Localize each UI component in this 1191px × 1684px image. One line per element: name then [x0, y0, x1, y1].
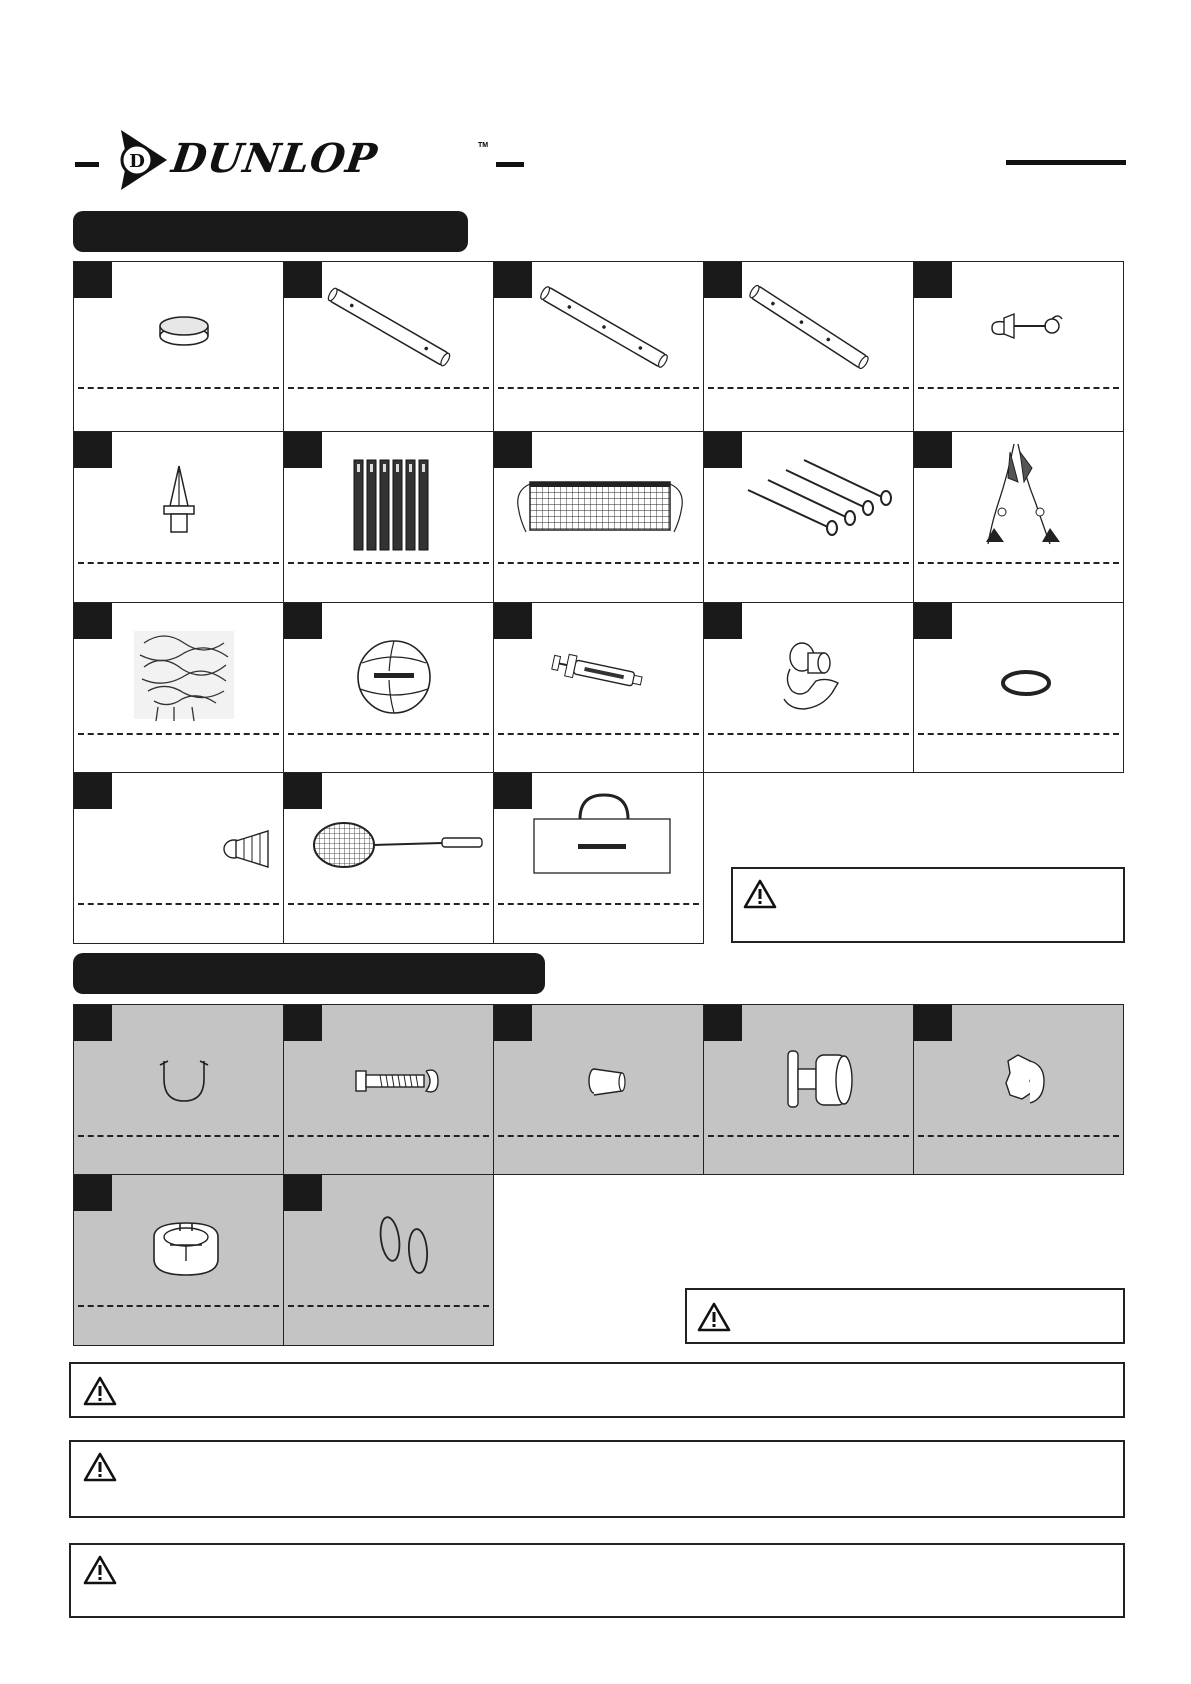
- part-cell-12: [283, 602, 494, 773]
- warning-icon: [743, 879, 777, 909]
- label-divider: [78, 733, 279, 735]
- sleeve-icon: [494, 1005, 705, 1135]
- shuttlecock-icon: [74, 773, 285, 903]
- warning-icon: [83, 1376, 117, 1406]
- warning-box-1: [69, 1362, 1125, 1418]
- ground-spike-icon: [74, 432, 285, 562]
- label-divider: [78, 387, 279, 389]
- guy-ropes-icon: [914, 432, 1125, 562]
- part-cell-11: [73, 602, 284, 773]
- pole-tube-icon: [494, 262, 705, 392]
- part-cell-18: [493, 772, 704, 944]
- part-cell-10: [913, 431, 1124, 603]
- trademark: TM: [478, 142, 489, 149]
- label-divider: [708, 1135, 909, 1137]
- boundary-rope-icon: [74, 603, 285, 733]
- label-divider: [708, 733, 909, 735]
- label-divider: [918, 562, 1119, 564]
- label-divider: [288, 903, 489, 905]
- hook-clip-icon: [914, 262, 1125, 392]
- label-divider: [708, 387, 909, 389]
- logo-rule-right: [496, 162, 524, 167]
- hardware-cell-7: [283, 1174, 494, 1346]
- ground-stakes-icon: [704, 432, 915, 562]
- label-divider: [78, 1135, 279, 1137]
- pump-icon: [494, 603, 705, 733]
- part-cell-17: [283, 772, 494, 944]
- pole-tube-icon: [284, 262, 495, 392]
- label-divider: [498, 562, 699, 564]
- warning-icon: [83, 1555, 117, 1585]
- warning-box-2: [69, 1440, 1125, 1518]
- part-cell-2: [283, 261, 494, 432]
- label-divider: [708, 562, 909, 564]
- label-divider: [498, 387, 699, 389]
- part-cell-8: [493, 431, 704, 603]
- svg-text:D: D: [129, 151, 145, 172]
- part-cell-3: [493, 261, 704, 432]
- hardware-cell-4: [703, 1004, 914, 1175]
- hardware-cell-2: [283, 1004, 494, 1175]
- part-cell-16: [73, 772, 284, 944]
- rubber-band-icon: [914, 603, 1125, 733]
- rings-icon: [284, 1175, 495, 1305]
- hardware-cell-1: [73, 1004, 284, 1175]
- part-cell-4: [703, 261, 914, 432]
- label-divider: [288, 1305, 489, 1307]
- bolt-icon: [284, 1005, 495, 1135]
- tensioner-icon: [704, 603, 915, 733]
- label-divider: [78, 562, 279, 564]
- label-divider: [288, 733, 489, 735]
- part-cell-1: [73, 261, 284, 432]
- spool-icon: [704, 1005, 915, 1135]
- cap-icon: [74, 1175, 285, 1305]
- label-divider: [918, 1135, 1119, 1137]
- hardware-section-header: [73, 953, 545, 994]
- carry-bag-icon: [494, 773, 705, 903]
- logo-rule-left: [75, 162, 99, 167]
- label-divider: [78, 1305, 279, 1307]
- knob-icon: [914, 1005, 1125, 1135]
- label-divider: [288, 1135, 489, 1137]
- label-divider: [498, 1135, 699, 1137]
- label-divider: [78, 903, 279, 905]
- boundary-strips-icon: [284, 432, 495, 562]
- warning-box-3: [69, 1543, 1125, 1618]
- pole-tube-icon: [704, 262, 915, 392]
- warning-icon: [697, 1302, 731, 1332]
- u-clip-icon: [74, 1005, 285, 1135]
- hardware-cell-6: [73, 1174, 284, 1346]
- label-divider: [918, 387, 1119, 389]
- hardware-cell-5: [913, 1004, 1124, 1175]
- racket-icon: [284, 773, 495, 903]
- warning-box-parts: [731, 867, 1125, 943]
- part-cell-5: [913, 261, 1124, 432]
- warning-box-hardware: [685, 1288, 1125, 1344]
- part-cell-15: [913, 602, 1124, 773]
- part-cell-13: [493, 602, 704, 773]
- part-cell-6: [73, 431, 284, 603]
- label-divider: [288, 387, 489, 389]
- part-cell-14: [703, 602, 914, 773]
- header-rule-right: [1006, 160, 1126, 165]
- dunlop-badge-icon: [107, 128, 169, 192]
- brand-name: DUNLOP: [168, 135, 381, 182]
- hardware-cell-3: [493, 1004, 704, 1175]
- label-divider: [288, 562, 489, 564]
- ball-icon: [284, 603, 495, 733]
- label-divider: [498, 733, 699, 735]
- label-divider: [918, 733, 1119, 735]
- part-cell-7: [283, 431, 494, 603]
- net-icon: [494, 432, 705, 562]
- warning-icon: [83, 1452, 117, 1482]
- label-divider: [498, 903, 699, 905]
- part-cell-9: [703, 431, 914, 603]
- parts-section-header: [73, 211, 468, 252]
- end-cap-icon: [74, 262, 285, 392]
